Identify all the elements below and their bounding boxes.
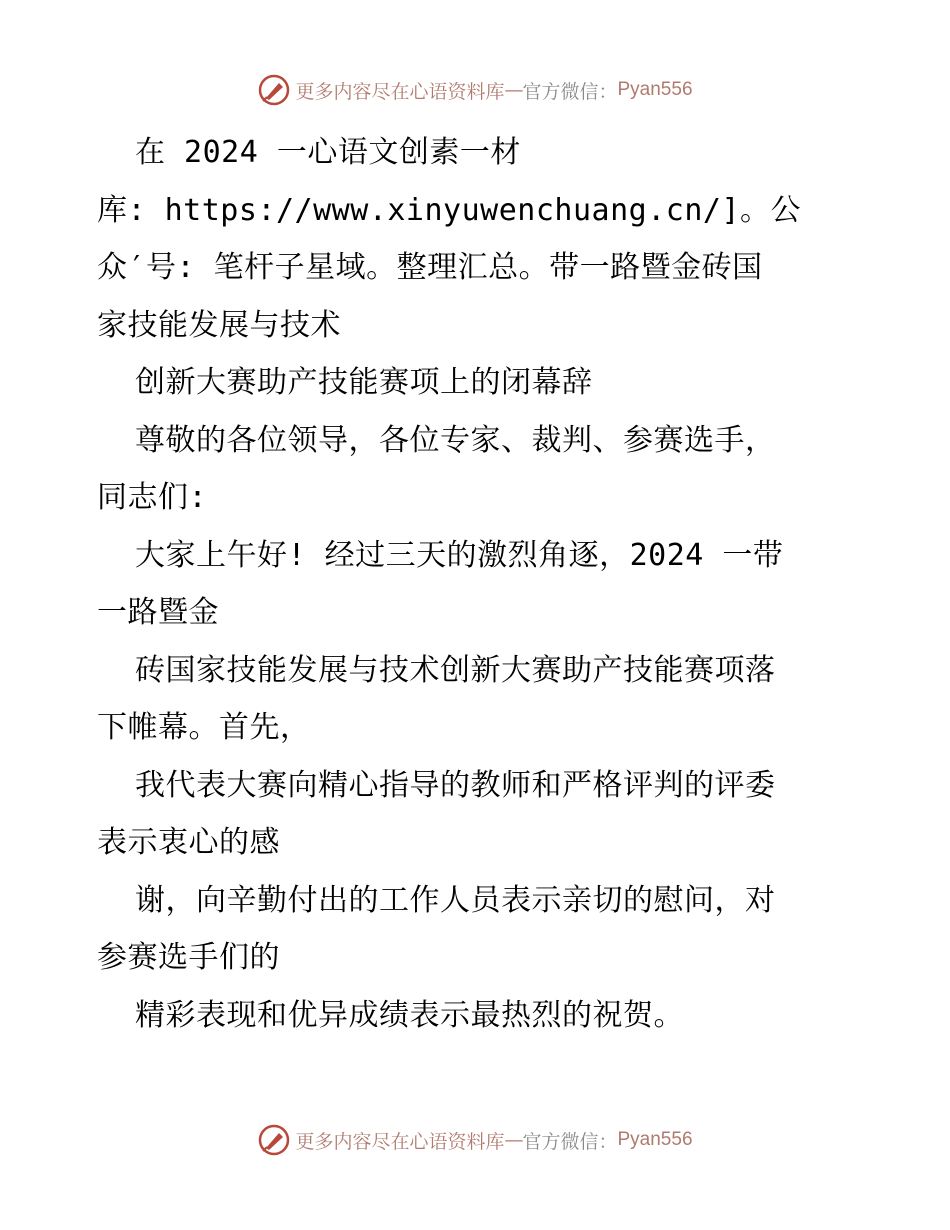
text-line: 一路暨金 [97, 595, 219, 630]
text-line: 精彩表现和优异成绩表示最热烈的祝贺。 [135, 997, 684, 1033]
watermark-site-text: 更多内容尽在心语资料库 [295, 1130, 505, 1153]
text-line: 我代表大赛向精心指导的教师和严格评判的评委 [135, 767, 776, 803]
header-watermark [0, 70, 950, 110]
watermark-separator: — [504, 79, 523, 101]
document-body [97, 124, 857, 1044]
watermark-wechat-id: Pyan556 [617, 79, 693, 100]
watermark-wechat-label: 官方微信： [522, 80, 618, 103]
watermark-wechat-id: Pyan556 [617, 1129, 693, 1150]
pen-nib-logo-icon [257, 1123, 291, 1157]
text-line: 大家上午好! 经过三天的激烈角逐，2024 一带 [135, 537, 784, 573]
text-line: 谢，向辛勤付出的工作人员表示亲切的慰问，对 [135, 882, 776, 918]
text-line: 同志们: [97, 480, 208, 515]
watermark-site-text: 更多内容尽在心语资料库 [295, 80, 505, 103]
text-line: 尊敬的各位领导，各位专家、裁判、参赛选手， [135, 422, 776, 458]
footer-watermark [0, 1120, 950, 1160]
watermark-wechat-label: 官方微信： [522, 1130, 618, 1153]
pen-nib-logo-icon [257, 73, 291, 107]
text-line: 家技能发展与技术 [97, 307, 341, 343]
text-line: 砖国家技能发展与技术创新大赛助产技能赛项落 [135, 652, 776, 688]
text-line: 众′号: 笔杆子星域。整理汇总。带一路暨金砖国 [97, 250, 763, 285]
text-line: 参赛选手们的 [97, 940, 280, 975]
text-line: 在 2024 一心语文创素一材 [135, 135, 521, 170]
text-line: 创新大赛助产技能赛项上的闭幕辞 [135, 365, 593, 400]
watermark-separator: — [504, 1129, 523, 1151]
text-line: 库: https://www.xinyuwenchuang.cn/]。公 [97, 192, 802, 228]
text-line: 表示衷心的感 [97, 825, 280, 860]
text-line: 下帷幕。首先， [97, 710, 311, 745]
